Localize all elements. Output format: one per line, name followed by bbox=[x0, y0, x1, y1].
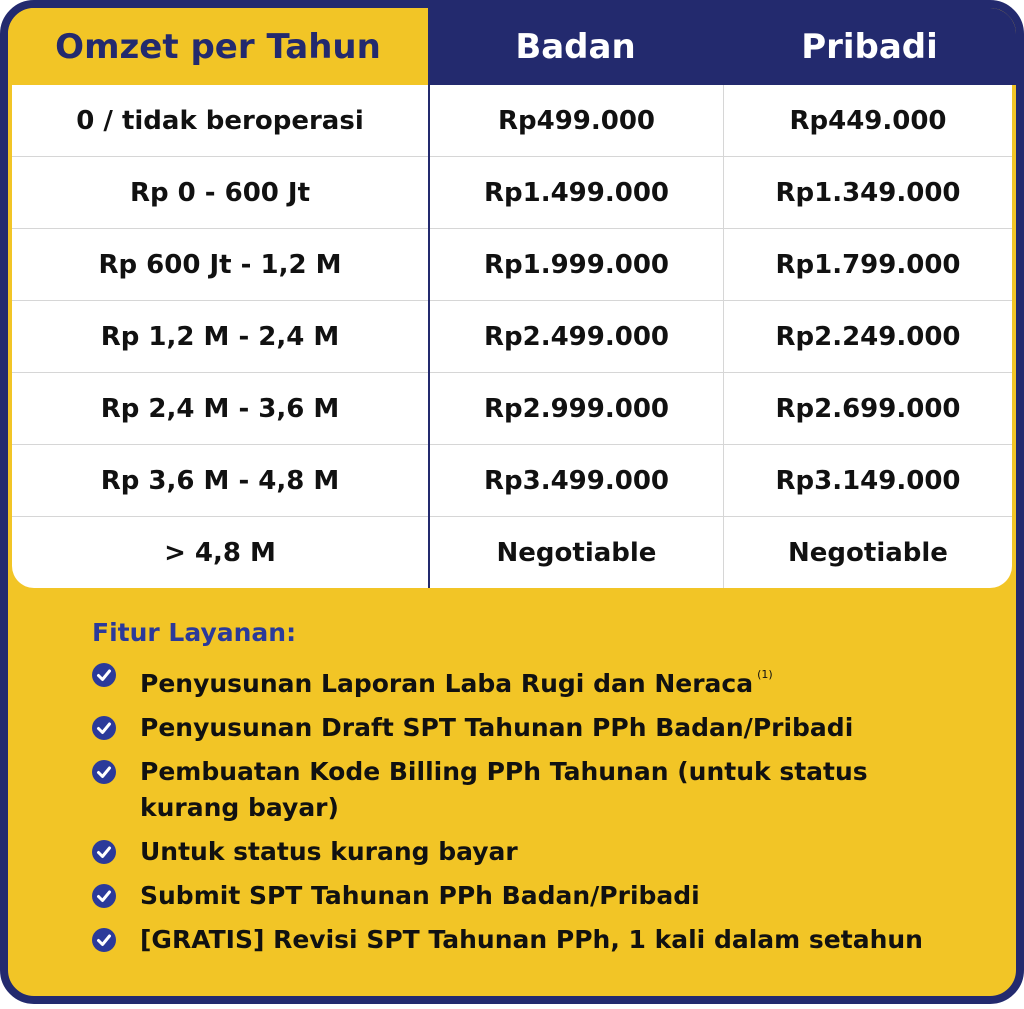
table-row bbox=[12, 85, 1012, 157]
badan-price-cell: Negotiable bbox=[428, 517, 723, 588]
pribadi-price-cell: Rp2.699.000 bbox=[723, 373, 1012, 445]
feature-text: [GRATIS] Revisi SPT Tahunan PPh, 1 kali dalam setahun bbox=[140, 925, 923, 954]
omzet-cell: Rp 3,6 M - 4,8 M bbox=[100, 466, 340, 496]
omzet-cell: Rp 1,2 M - 2,4 M bbox=[100, 322, 340, 352]
omzet-cell: Rp 600 Jt - 1,2 M bbox=[98, 250, 342, 280]
pribadi-price-cell: Rp1.799.000 bbox=[723, 229, 1012, 301]
omzet-cell: 0 / tidak beroperasi bbox=[76, 106, 364, 136]
badan-price-cell: Rp1.499.000 bbox=[428, 157, 723, 229]
footnote-marker: (1) bbox=[757, 668, 773, 681]
pribadi-price-cell: Rp2.249.000 bbox=[723, 301, 1012, 373]
badan-price-cell: Rp2.499.000 bbox=[428, 301, 723, 373]
feature-text: Pembuatan Kode Billing PPh Tahunan (untuk status kurang bayar) bbox=[140, 757, 868, 822]
table-row bbox=[12, 373, 1012, 445]
feature-text: Penyusunan Laporan Laba Rugi dan Neraca bbox=[140, 669, 754, 698]
pribadi-price-cell: Rp449.000 bbox=[723, 85, 1012, 157]
pricing-table bbox=[12, 85, 1012, 588]
header-omzet: Omzet per Tahun bbox=[8, 8, 428, 85]
feature-item bbox=[92, 754, 930, 826]
check-circle-icon bbox=[92, 928, 116, 952]
pribadi-price-cell: Rp1.349.000 bbox=[723, 157, 1012, 229]
feature-list bbox=[92, 618, 992, 966]
badan-price-cell: Rp3.499.000 bbox=[428, 445, 723, 517]
pribadi-price-cell: Rp3.149.000 bbox=[723, 445, 1012, 517]
feature-item bbox=[92, 834, 992, 870]
pribadi-price-cell: Negotiable bbox=[723, 517, 1012, 588]
omzet-cell: > 4,8 M bbox=[164, 538, 276, 568]
table-row bbox=[12, 229, 1012, 301]
table-row bbox=[12, 157, 1012, 229]
feature-text: Submit SPT Tahunan PPh Badan/Pribadi bbox=[140, 881, 700, 910]
table-row bbox=[12, 517, 1012, 588]
feature-list-title: Fitur Layanan: bbox=[92, 618, 297, 647]
omzet-cell: Rp 0 - 600 Jt bbox=[129, 178, 311, 208]
header-badan: Badan bbox=[428, 8, 723, 85]
check-circle-icon bbox=[92, 716, 116, 740]
table-header bbox=[8, 8, 1016, 85]
feature-text: Penyusunan Draft SPT Tahunan PPh Badan/Pribadi bbox=[140, 713, 854, 742]
check-circle-icon bbox=[92, 840, 116, 864]
feature-item bbox=[92, 922, 992, 958]
feature-item bbox=[92, 657, 992, 702]
check-circle-icon bbox=[92, 663, 116, 687]
badan-price-cell: Rp499.000 bbox=[428, 85, 723, 157]
feature-text: Untuk status kurang bayar bbox=[140, 837, 518, 866]
check-circle-icon bbox=[92, 884, 116, 908]
omzet-cell: Rp 2,4 M - 3,6 M bbox=[100, 394, 340, 424]
feature-item bbox=[92, 878, 992, 914]
table-row bbox=[12, 301, 1012, 373]
badan-price-cell: Rp2.999.000 bbox=[428, 373, 723, 445]
table-row bbox=[12, 445, 1012, 517]
check-circle-icon bbox=[92, 760, 116, 784]
header-pribadi: Pribadi bbox=[723, 8, 1016, 85]
feature-item bbox=[92, 710, 992, 746]
badan-price-cell: Rp1.999.000 bbox=[428, 229, 723, 301]
